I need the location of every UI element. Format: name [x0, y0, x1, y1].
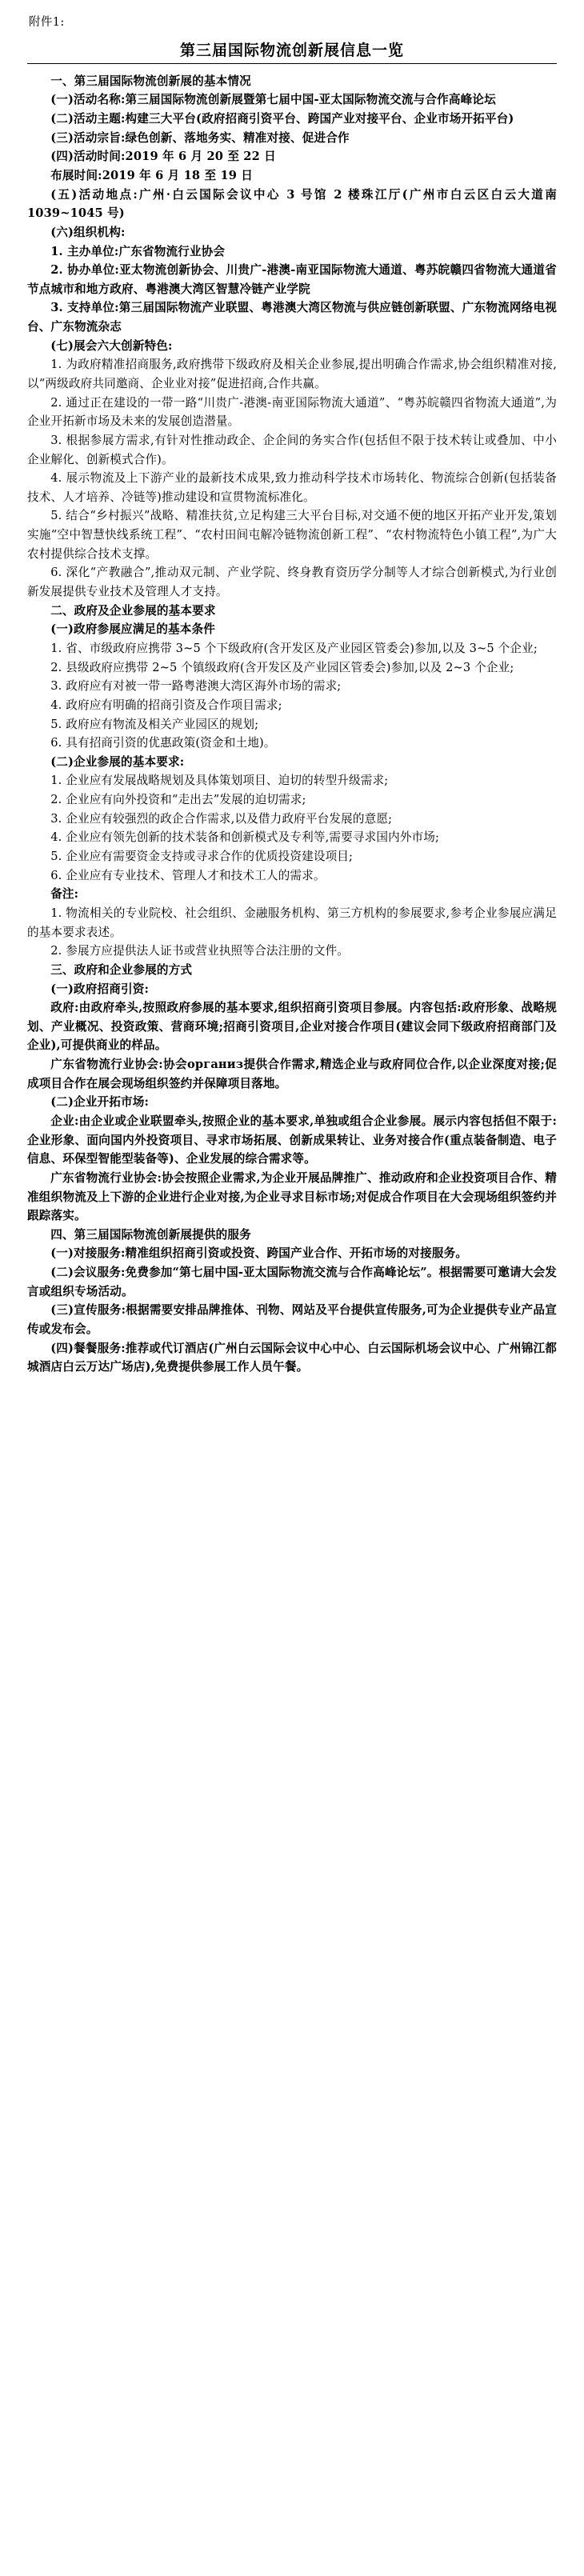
body-paragraph: 1. 为政府精准招商服务,政府携带下级政府及相关企业参展,提出明确合作需求,协会组织精准对接,以“两级政府共同邀商、企业业对接”促进招商,合作共赢。	[27, 358, 557, 390]
body-paragraph: 6. 具有招商引资的优惠政策(资金和土地)。	[50, 736, 276, 750]
subsection-heading: (一)政府招商引资:	[50, 982, 150, 996]
body-paragraph: 6. 深化“产教融合”,推动双元制、产业学院、终身教育资历学分制等人才综合创新模式,为行业创新发展提供专业技术及管理人才支持。	[27, 566, 557, 599]
body-paragraph: 企业:由企业或企业联盟牵头,按照企业的基本要求,单独或组合企业参展。展示内容包括但不限于:企业形象、面向国内外投资项目、寻求市场拓展、创新成果转让、业务对接合作(重点装备制造、电子信息、环保型智能型装备等)、企业发展的综合需求等。	[27, 1114, 557, 1166]
body-paragraph: 1. 省、市级政府应携带 3~5 个下级政府(含开发区及产业园区管委会)参加,以及 3~5 个企业;	[50, 641, 538, 655]
body-paragraph: 1. 企业应有发展战略规划及具体策划项目、迫切的转型升级需求;	[50, 774, 389, 788]
body-paragraph: 5. 政府应有物流及相关产业园区的规划;	[50, 717, 259, 731]
subsection-heading: (三)宣传服务:根据需要安排品牌推体、刊物、网站及平台提供宣传服务,可为企业提供专业产品宣传或发布会。	[27, 1303, 557, 1337]
body-paragraph: 2. 通过正在建设的一带一路“川贵广-港澳-南亚国际物流大通道”、“粤苏皖赣四省物流大通道”,为企业开拓新市场及未来的发展创造潜量。	[27, 395, 557, 429]
body-paragraph: 2. 参展方应提供法人证书或营业执照等合法注册的文件。	[50, 944, 350, 958]
section-heading: 二、政府及企业参展的基本要求	[50, 603, 216, 618]
section-heading: 三、政府和企业参展的方式	[50, 962, 193, 977]
subsection-heading: (一)政府参展应满足的基本条件	[50, 622, 215, 637]
subsection-heading: (一)活动名称:第三届国际物流创新展暨第七届中国-亚太国际物流交流与合作高峰论坛	[50, 93, 496, 107]
section-heading: 一、第三届国际物流创新展的基本情况	[50, 74, 251, 88]
body-paragraph: 6. 企业应有专业技术、管理人才和技术工人的需求。	[50, 868, 326, 882]
subsection-heading: (二)企业参展的基本要求:	[50, 754, 185, 769]
body-paragraph: 2. 协办单位:亚太物流创新协会、川贵广-港澳-南亚国际物流大通道、粤苏皖赣四省物流大通道省节点城市和地方政府、粤港澳大湾区智慧冷链产业学院	[27, 263, 557, 296]
title-divider	[27, 63, 557, 64]
body-paragraph: 5. 结合“乡村振兴”战略、精准扶贫,立足构建三大平台目标,对交通不便的地区开拓产业开发,策划实施“空中智慧快线系统工程”、“农村田间屯解冷链物流创新工程”、“农村物流特色小镇工程”,为广大农村提供综合技术支撑。	[27, 509, 557, 561]
body-paragraph: 广东省物流行业协会:协会организ提供合作需求,精选企业与政府同位合作,以企业深度对接;促成项目合作在展会现场组织签约并保障项目落地。	[27, 1058, 557, 1090]
section-heading: 四、第三届国际物流创新展提供的服务	[50, 1227, 251, 1242]
subsection-heading: (五)活动地点:广州·白云国际会议中心 3 号馆 2 楼珠江厅(广州市白云区白云大道南 1039~1045 号)	[27, 187, 557, 221]
subsection-heading: (四)活动时间:2019 年 6 月 20 至 22 日	[50, 150, 276, 164]
body-paragraph: 4. 展示物流及上下游产业的最新技术成果,致力推动科学技术市场转化、物流综合创新(包括装备技术、人才培养、冷链等)推动建设和宣贯物流标准化。	[27, 471, 557, 504]
body-paragraph: 5. 企业应有需要资金支持或寻求合作的优质投资建设项目;	[50, 850, 354, 864]
subsection-heading: (二)企业开拓市场:	[50, 1095, 150, 1110]
body-paragraph: 3. 根据参展方需求,有针对性推动政企、企企间的务实合作(包括但不限于技术转让或叠加、中小企业解化、创新模式合作)。	[27, 433, 557, 466]
attachment-label: 附件1:	[29, 16, 65, 29]
body-paragraph: 布展时间:2019 年 6 月 18 至 19 日	[50, 168, 254, 182]
body-paragraph: 2. 企业应有向外投资和“走出去”发展的迫切需求;	[50, 793, 306, 807]
body-paragraph: 1. 物流相关的专业院校、社会组织、金融服务机构、第三方机构的参展要求,参考企业参展应满足的基本要求表述。	[27, 906, 557, 939]
body-paragraph: 3. 企业应有较强烈的政企合作需求,以及借力政府平台发展的意愿;	[50, 811, 393, 826]
page-title: 第三届国际物流创新展信息一览	[179, 41, 404, 59]
subsection-heading: (二)活动主题:构建三大平台(政府招商引资平台、跨国产业对接平台、企业市场开拓平台)	[50, 112, 514, 126]
subsection-heading: (三)活动宗旨:绿色创新、落地务实、精准对接、促进合作	[50, 130, 350, 145]
subsection-heading: (七)展会六大创新特色:	[50, 338, 173, 353]
document-body	[27, 72, 557, 1377]
subsection-heading: (一)对接服务:精准组织招商引资或投资、跨国产业合作、开拓市场的对接服务。	[50, 1246, 468, 1261]
subsection-heading: (六)组织机构:	[50, 225, 126, 239]
body-paragraph: 3. 支持单位:第三届国际物流产业联盟、粤港澳大湾区物流与供应链创新联盟、广东物流网络电视台、广东物流杂志	[27, 301, 557, 334]
subsection-heading: (四)餐餐服务:推荐或代订酒店(广州白云国际会议中心中心、白云国际机场会议中心、广州锦江都城酒店白云万达广场店),免费提供参展工作人员午餐。	[27, 1341, 557, 1374]
body-paragraph: 1. 主办单位:广东省物流行业协会	[50, 244, 226, 258]
body-paragraph: 备注:	[50, 887, 79, 902]
subsection-heading: (二)会议服务:免费参加“第七届中国-亚太国际物流交流与合作高峰论坛”。根据需要可邀请大会发言或组织专场活动。	[27, 1266, 557, 1298]
body-paragraph: 广东省物流行业协会:协会按照企业需求,为企业开展品牌推广、推动政府和企业投资项目合作、精准组织物流及上下游的企业进行企业对接,为企业寻求目标市场;对促成合作项目在大会现场组织签约并跟踪落实。	[27, 1170, 557, 1223]
body-paragraph: 2. 县级政府应携带 2~5 个镇级政府(含开发区及产业园区管委会)参加,以及 2~3 个企业;	[50, 660, 514, 674]
body-paragraph: 政府:由政府牵头,按照政府参展的基本要求,组织招商引资项目参展。内容包括:政府形象、战略规划、产业概况、投资政策、营商环境;招商引资项目,企业对接合作项目(建议会同下级政府招商部门及企业),可提供商业的样品。	[27, 1001, 557, 1053]
body-paragraph: 4. 政府应有明确的招商引资及合作项目需求;	[50, 698, 282, 712]
body-paragraph: 3. 政府应有对被一带一路粤港澳大湾区海外市场的需求;	[50, 679, 342, 694]
body-paragraph: 4. 企业应有领先创新的技术装备和创新模式及专利等,需要寻求国内外市场;	[50, 830, 440, 845]
